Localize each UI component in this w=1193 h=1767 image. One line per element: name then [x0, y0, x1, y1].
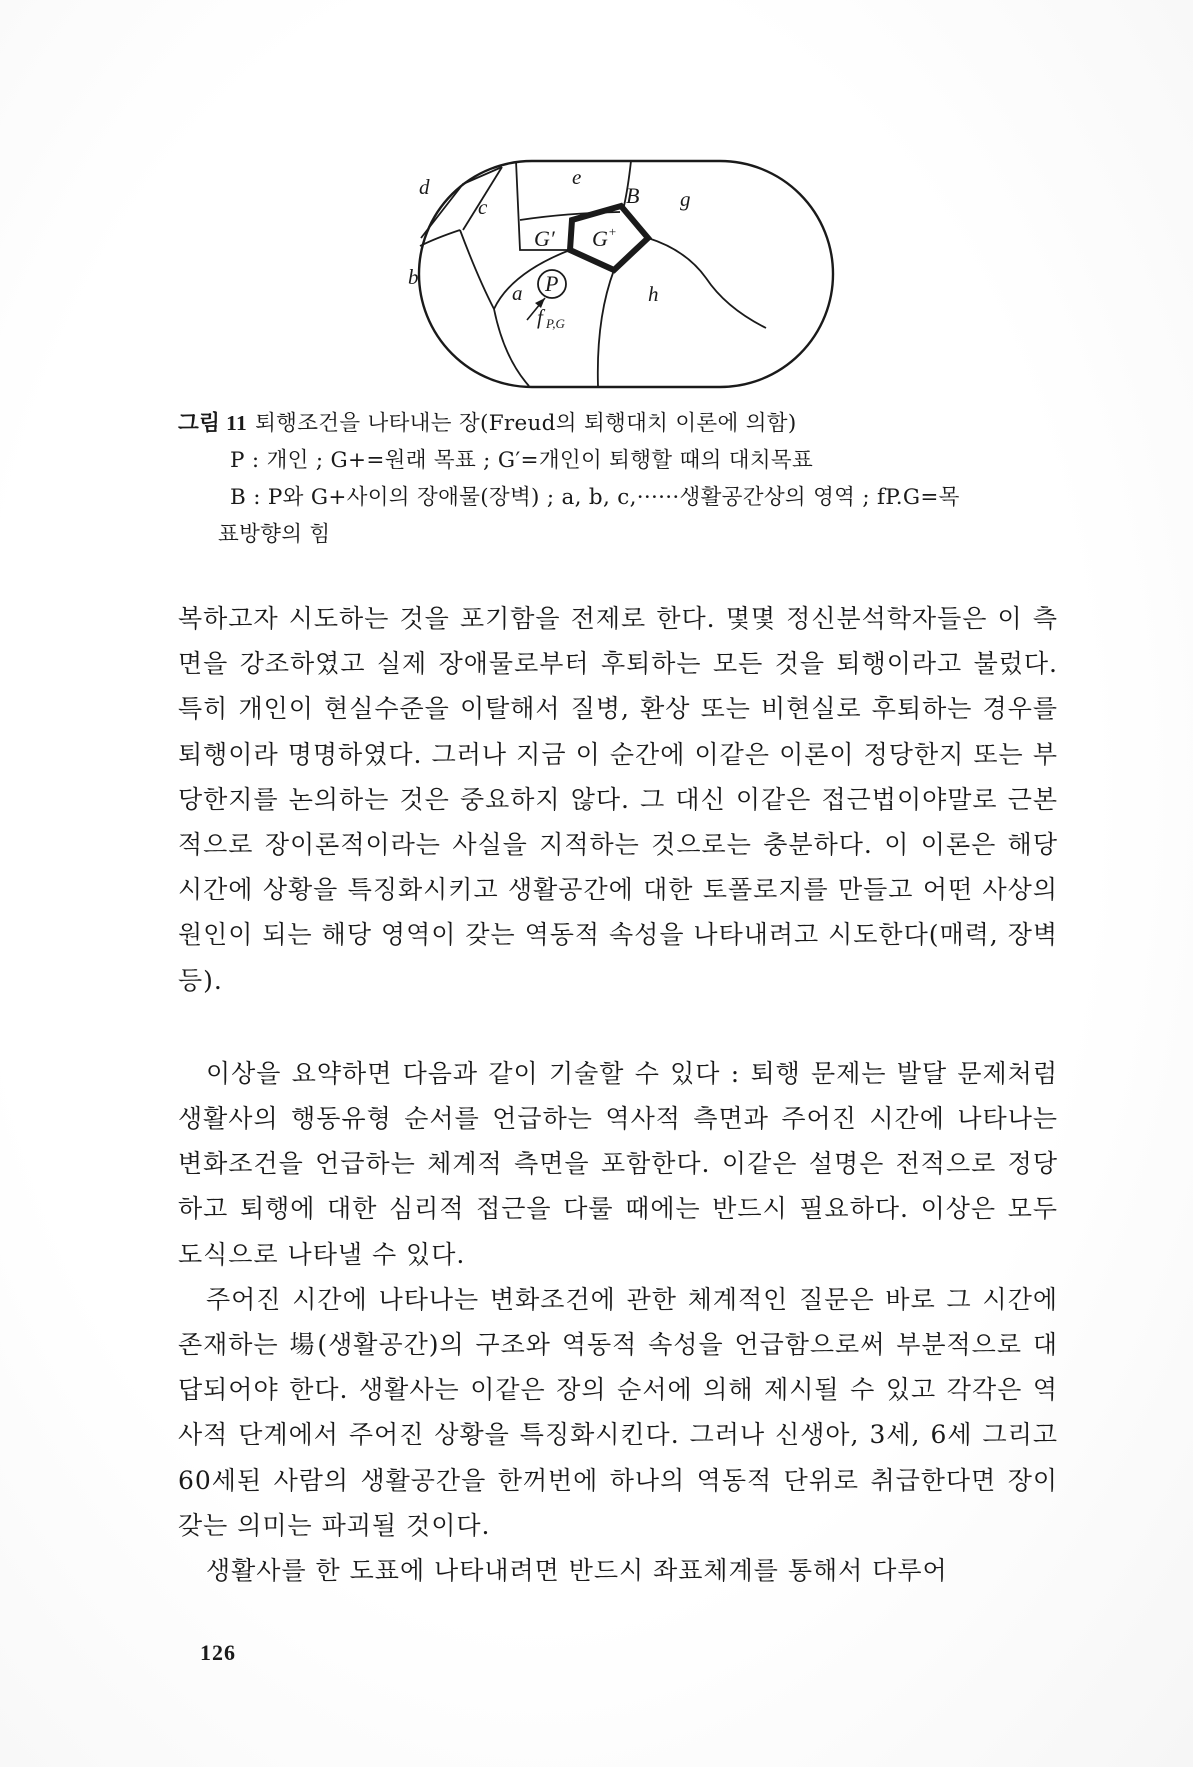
figure-caption — [178, 405, 1058, 553]
region-gprime-label: G′ — [534, 226, 555, 251]
region-e-label: e — [572, 165, 582, 189]
boundary-g-h — [648, 238, 766, 328]
caption-legend-line-1: P : 개인 ; G+=원래 목표 ; G′=개인이 퇴행할 때의 대치목표 — [230, 448, 814, 473]
page-number: 126 — [200, 1640, 236, 1665]
body-text — [178, 596, 1058, 1593]
boundary-a-h — [598, 270, 614, 386]
caption-legend-line-3: 표방향의 힘 — [218, 522, 331, 547]
caption-legend-line-2: B : P와 G+사이의 장애물(장벽) ; a, b, c,······생활공간상의 영역 ; fP.G=목 — [230, 485, 960, 510]
region-a-label: a — [512, 281, 523, 305]
paragraph-gap — [178, 1003, 1058, 1051]
region-h-label: h — [648, 282, 659, 306]
region-c-label: c — [478, 195, 488, 219]
region-gplus-label: G — [592, 226, 608, 251]
region-d-label: d — [419, 175, 430, 199]
field-diagram-svg — [408, 158, 836, 390]
person-P-label: P — [545, 271, 559, 296]
caption-label: 그림 — [178, 411, 221, 436]
boundary-d-c — [421, 167, 502, 238]
boundary-c-a — [494, 250, 570, 309]
caption-title: 퇴행조건을 나타내는 장(Freud의 퇴행대치 이론에 의함) — [255, 411, 797, 436]
boundary-b-c — [460, 230, 494, 309]
region-g-label: g — [680, 187, 691, 211]
caption-title-line — [178, 405, 1058, 442]
boundary-b-a — [494, 309, 529, 386]
paragraph-2: 이상을 요약하면 다음과 같이 기술할 수 있다 : 퇴행 문제는 발달 문제처럼 생활사의 행동유형 순서를 언급하는 역사적 측면과 주어진 시간에 나타나는 변화조건을 언급하는 체계적 측면을 포함한다. 이같은 설명은 전적으로 정당하고 퇴행에 대한 심리적 접근을 다룰 때에는 반드시 필요하다. 이상은 모두 도식으로 나타낼 수 있다. — [178, 1058, 1058, 1269]
region-b-label: b — [408, 265, 419, 289]
field-diagram — [408, 158, 836, 390]
paragraph-4: 생활사를 한 도표에 나타내려면 반드시 좌표체계를 통해서 다루어 — [206, 1556, 948, 1586]
region-gplus-sup: + — [608, 224, 617, 239]
paragraph-3: 주어진 시간에 나타나는 변화조건에 관한 체계적인 질문은 바로 그 시간에 존재하는 場(생활공간)의 구조와 역동적 속성을 언급함으로써 부분적으로 대답되어야 한다. 생활사는 이같은 장의 순서에 의해 제시될 수 있고 각각은 역사적 단계에서 주어진 상황을 특징화시킨다. 그러나 신생아, 3세, 6세 그리고 60세된 사람의 생활공간을 한꺼번에 하나의 역동적 단위로 취급한다면 장이 갖는 의미는 파괴될 것이다. — [178, 1284, 1058, 1540]
barrier-B-label: B — [626, 183, 640, 208]
force-subscript: P,G — [546, 316, 565, 331]
caption-number: 11 — [226, 411, 248, 435]
paragraph-1: 복하고자 시도하는 것을 포기함을 전제로 한다. 몇몇 정신분석학자들은 이 측면을 강조하였고 실제 장애물로부터 후퇴하는 모든 것을 퇴행이라고 불렀다. 특히 개인이 현실수준을 이탈해서 질병, 환상 또는 비현실로 후퇴하는 경우를 퇴행이라 명명하였다. 그러나 지금 이 순간에 이같은 이론이 정당한지 또는 부당한지를 논의하는 것은 중요하지 않다. 그 대신 이같은 접근법이야말로 근본적으로 장이론적이라는 사실을 지적하는 것으로는 충분하다. 이 이론은 해당 시간에 상황을 특징화시키고 생활공간에 대한 토폴로지를 만들고 어떤 사상의 원인이 되는 해당 영역이 갖는 역동적 속성을 나타내려고 시도한다(매력, 장벽 등). — [178, 604, 1058, 995]
force-label: f — [537, 305, 543, 329]
